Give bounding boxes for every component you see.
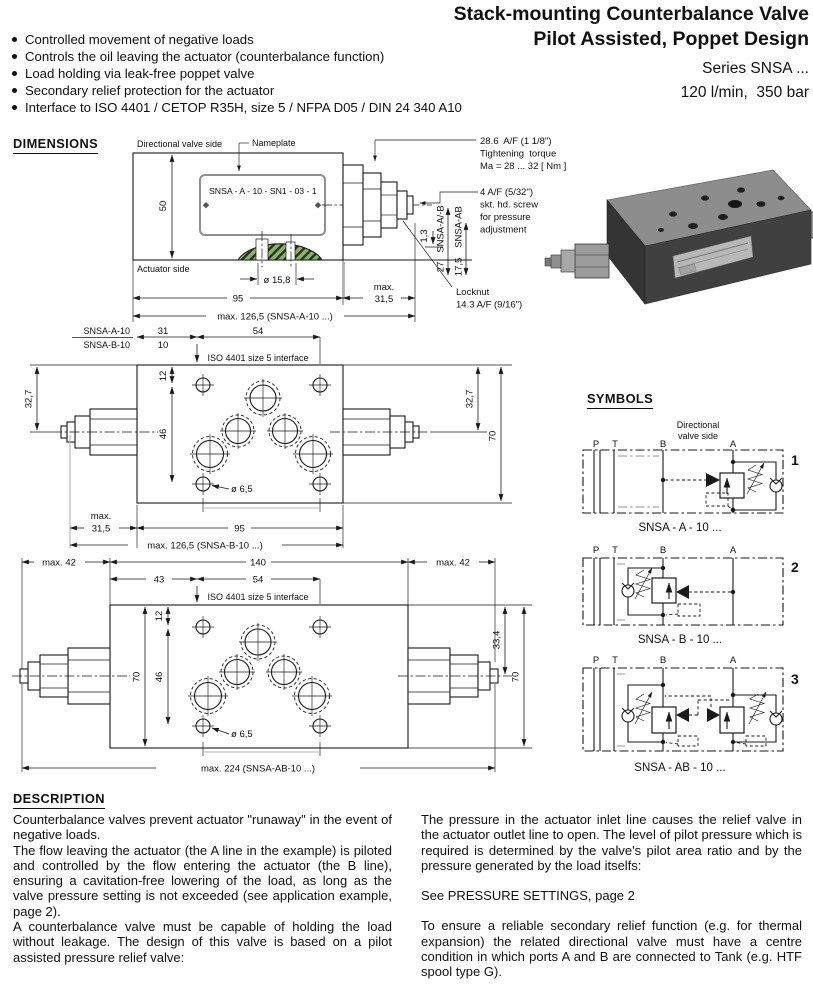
torque-value: Ma = 28 ... 32 [ Nm ] [480, 161, 567, 172]
dim-95: 95 [232, 293, 244, 305]
symbol-caption-2: SNSA - B - 10 ... [637, 634, 723, 646]
dim-af-286: 28.6 A/F (1 1/8") [480, 136, 552, 147]
port-a: A [729, 655, 737, 666]
mounting-face-section [238, 244, 322, 260]
variant-label-ab: SNSA-A/-B [435, 205, 447, 253]
photo-left-fitting [575, 244, 609, 278]
feature-text: Secondary relief protection for the actuator [25, 83, 275, 98]
dim-max-42-right: max. 42 [436, 557, 470, 569]
paragraph: The pressure in the actuator inlet line causes the relief valve in the actuator outlet line to open. The level of pilot pressure which is required is determined by the valve's pilot area ratio and by the pressure generated by the load itselfs: [421, 812, 802, 873]
symbol-snsa-a [580, 415, 813, 547]
dim-31-5: 31,5 [374, 294, 394, 305]
dim-max-126-5b: max. 126,5 (SNSA-B-10 ...) [147, 540, 263, 552]
screw-note2: for pressure [480, 212, 531, 223]
dim-6-5: ø 6,5 [231, 484, 253, 495]
drawing-top-view-ab10 [0, 550, 560, 792]
title-line1: Stack-mounting Counterbalance Valve [453, 3, 809, 25]
paragraph: Counterbalance valves prevent actuator "runaway" in the event of negative loads. [13, 812, 392, 843]
dim-95b: 95 [234, 523, 245, 535]
port-b: B [659, 655, 667, 666]
dim-12b: 12 [154, 610, 165, 622]
paragraph: See PRESSURE SETTINGS, page 2 [421, 888, 635, 904]
drawing-side-view [0, 135, 600, 331]
port-holes2 [188, 623, 332, 716]
bullet-icon [12, 37, 17, 42]
port-t: T [612, 439, 618, 450]
bolt-holes [192, 374, 331, 495]
feature-text: Interface to ISO 4401 / CETOP R35H, size 5 / NFPA D05 / DIN 24 340 A10 [25, 100, 462, 115]
symbol-caption-3: SNSA - AB - 10 ... [634, 762, 726, 774]
dim-max-42-left: max. 42 [42, 557, 76, 569]
port-t: T [612, 545, 618, 556]
paragraph: To ensure a reliable secondary relief function (e.g. for thermal expansion) the related directional valve must have a centre condition in which ports A and B are connected to Tank (e.g. HTF spool type G). [421, 918, 802, 980]
port-a: A [729, 439, 737, 450]
description-col2 [421, 812, 802, 980]
symbol-snsa-ab [580, 650, 813, 782]
port-p: P [592, 655, 600, 666]
symbols-heading: SYMBOLS [587, 391, 653, 409]
bullet-icon [12, 54, 17, 59]
dim-50: 50 [158, 200, 169, 212]
description-heading: DESCRIPTION [13, 791, 105, 809]
feature-text: Controls the oil leaving the actuator (counterbalance function) [25, 49, 385, 64]
symbol-number-3: 3 [791, 671, 799, 687]
symbol-caption-1: SNSA - A - 10 ... [638, 522, 722, 534]
port-p: P [592, 439, 600, 450]
port-holes [190, 379, 333, 474]
iso-interface-label: ISO 4401 size 5 interface [207, 353, 309, 363]
list-item [12, 48, 462, 65]
bullet-icon [12, 71, 17, 76]
cartridge-right [330, 409, 430, 455]
dim-15-8: ø 15,8 [263, 275, 291, 286]
list-item [12, 31, 462, 48]
drawing-top-view-ab [0, 322, 560, 562]
dim-max-224: max. 224 (SNSA-AB-10 ...) [200, 763, 316, 775]
dim-70-right: 70 [510, 671, 522, 683]
description-col1 [13, 812, 392, 965]
dim-max: max. [373, 282, 395, 293]
dim-43: 43 [153, 574, 165, 586]
page-title [454, 2, 809, 52]
dim-af-4: 4 A/F (5/32") [480, 187, 534, 198]
iso-interface-label2: ISO 4401 size 5 interface [207, 592, 309, 602]
dim-46: 46 [158, 428, 169, 440]
list-item [12, 65, 462, 82]
port-a: A [729, 545, 737, 556]
dimensions-heading: DIMENSIONS [13, 136, 98, 154]
port-b: B [659, 439, 667, 450]
series-label: Series SNSA ... [702, 60, 809, 77]
dim-33-4: 33,4 [491, 630, 503, 650]
dim-27: 27 [435, 261, 447, 273]
nameplate-text: SNSA - A - 10 - SN1 - 03 - 1 [209, 186, 317, 196]
rating-label: 120 l/min, 350 bar [680, 84, 809, 101]
bolt-holes2 [192, 616, 331, 737]
title-line2: Pilot Assisted, Poppet Design [533, 28, 809, 50]
dim-54b: 54 [252, 574, 264, 586]
list-item [12, 99, 462, 116]
bullet-icon [12, 88, 17, 93]
bullet-icon [12, 105, 17, 110]
locknut-label: Locknut [456, 287, 490, 298]
screw-note1: skt. hd. screw [480, 199, 539, 211]
dim-46b: 46 [154, 671, 165, 683]
dim-17-5: 17,5 [453, 257, 465, 277]
dim-1-3: 1,3 [419, 229, 430, 243]
torque-note: Tightening torque [480, 148, 557, 160]
port-b: B [659, 545, 667, 556]
locknut-size: 14.3 A/F (9/16") [456, 299, 523, 311]
paragraph: The flow leaving the actuator (the A line in the example) is piloted and controlled by the flow entering the actuator (the B line), ensuring a cavitation-free lowering of the load, as long as the valve pressure setting is not exceeded (see application example, page 2). [13, 842, 392, 919]
dim-70: 70 [487, 430, 499, 442]
dim-140: 140 [250, 557, 266, 569]
nameplate-label: Nameplate [252, 138, 296, 148]
dim-31: 31 [157, 326, 169, 337]
list-item [12, 82, 462, 99]
feature-text: Load holding via leak-free poppet valve [25, 66, 255, 81]
dim-32-7-right: 32,7 [464, 389, 476, 409]
cartridge-left [52, 409, 158, 455]
symbol-snsa-b [580, 540, 813, 652]
paragraph: A counterbalance valve must be capable of holding the load without leakage. The design of this valve is based on a pilot assisted pressure relief valve: [13, 919, 392, 965]
dim-31-5b: 31,5 [91, 523, 111, 535]
variant-row-b: SNSA-B-10 [83, 340, 130, 350]
dim-54: 54 [252, 326, 264, 337]
feature-text: Controlled movement of negative loads [25, 32, 254, 47]
symbol-number-2: 2 [791, 559, 799, 575]
feature-list [12, 31, 462, 116]
dim-max2: max. [90, 511, 112, 522]
symbol-number-1: 1 [791, 452, 799, 468]
dim-12: 12 [158, 370, 169, 382]
screw-note3: adjustment [480, 224, 527, 236]
dim-32-7-left: 32,7 [23, 389, 35, 409]
variant-row-a: SNSA-A-10 [83, 326, 130, 336]
product-photo [545, 160, 813, 340]
variant-label-ab2: SNSA-AB [453, 206, 465, 248]
dvs-note2: valve side [677, 431, 719, 441]
actuator-side-label: Actuator side [137, 264, 190, 274]
port-p: P [592, 545, 600, 556]
port-t: T [612, 655, 618, 666]
dim-max-126-5: max. 126,5 (SNSA-A-10 ...) [217, 311, 333, 323]
dim-6-5b: ø 6,5 [231, 729, 253, 740]
dim-10: 10 [157, 340, 169, 351]
dim-70-left: 70 [131, 671, 143, 683]
dvs-note1: Directional [676, 420, 720, 430]
cartridge-left2 [12, 648, 130, 704]
directional-valve-side-label: Directional valve side [137, 139, 223, 149]
